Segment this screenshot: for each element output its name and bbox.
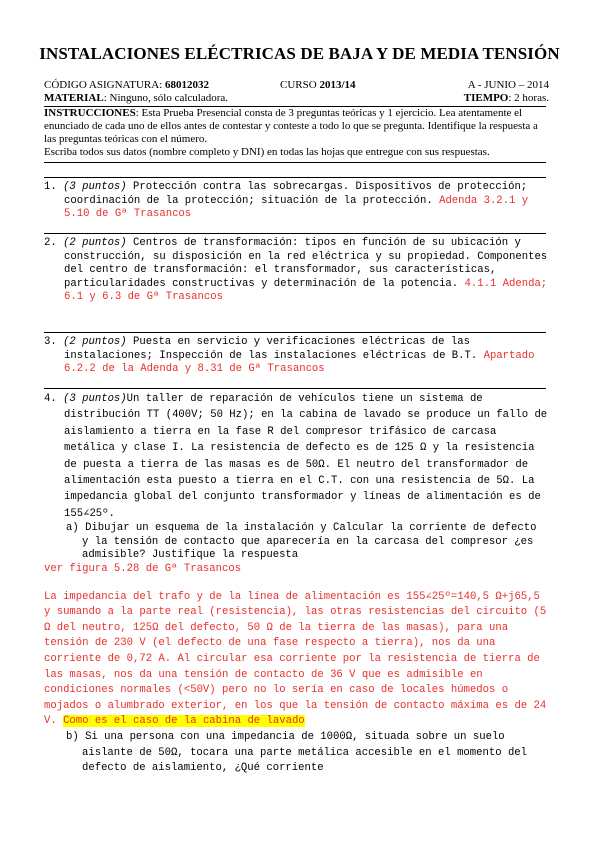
question-2 [44,237,549,305]
question-points: (2 puntos) [63,336,127,348]
header-row-2 [44,92,549,105]
question-body: Un taller de reparación de vehículos tiene un sistema de distribución TT (400V; 50 Hz); en la cabina de lavado se produce un fallo de aislamiento a tierra en la fase R del compresor trifásico de carcasa metálica y clase I. La resistencia de defecto es de 125 Ω y la resistencia de puesta a tierra de las masas es de 50Ω. El neutro del transformador de alimentación esta puesto a tierra en el C.T. con una resistencia de 5Ω. La impedancia global del conjunto transformador y líneas de alimentación es de 155∠25º. [64,393,548,520]
question-number: 2. [44,237,64,249]
question-number: 4. [44,393,64,405]
question-number: 3. [44,336,64,348]
question-4 [44,391,549,777]
question-reference: Apartado 6.2.2 de la Adenda y 8.31 de Gª Trasancos [64,349,535,376]
instructions-note: Escriba todos sus datos (nombre completo y DNI) en todas las hojas que entregue con sus respuestas. [44,146,490,158]
question-points: (3 puntos) [63,393,127,405]
instructions-label: INSTRUCCIONES [44,107,136,119]
header-row-1 [44,79,549,92]
answer-text: La impedancia del trafo y de la línea de alimentación es 155∠25º=140,5 Ω+j65,5 y sumando a la parte real (resistencia), las otras resistencias del circuito (5 Ω del neutro, 125Ω del defecto, 50 Ω de la tierra de las masas), para una tensión de 230 V (el defecto de una fase respecto a tierra), nos da una corriente de 0,72 A. Al circular esa corriente por la resistencia de tierra de las masas, nos da una tensión de contacto de 36 V que es admisible en condiciones normales (<50V) pero no lo sería en caso de locales húmedos o mojados o alumbrado exterior, en los que la tensión de contacto máxima es de 24 V. [44,590,547,728]
question-number: 1. [44,181,64,193]
instructions-text: : Esta Prueba Presencial consta de 3 preguntas teóricas y 1 ejercicio. Lea atentamente el enunciado de cada uno de ellos antes de contestar y conteste a todo lo que se pregunta. Identifique la respuesta a las preguntas teóricas con el número. [44,107,538,145]
question-body: Centros de transformación: tipos en función de su ubicación y construcción, su disposición en la red eléctrica y su propiedad. Componentes del centro de transformación: el transformador, sus características, particularidades constructivas y determinación de la potencia. [64,237,548,290]
curso-label: CURSO [280,79,317,91]
exercise-part-b: b) Si una persona con una impedancia de 1000Ω, situada sobre un suelo aislante de 50Ω, tocara una parte metálica accesible en el momento del defecto de aislamiento, ¿Qué corriente [66,730,528,775]
codigo-value: 68012032 [165,79,210,91]
divider [44,332,546,333]
question-body: Puesta en servicio y verificaciones eléctricas de las instalaciones; Inspección de las instalaciones eléctricas de B.T. [64,336,484,362]
curso-value: 2013/14 [319,79,356,91]
question-points: (2 puntos) [63,237,127,249]
instructions-main [44,107,549,146]
material-label: MATERIAL [44,92,104,104]
divider [44,177,546,178]
question-1-text [44,181,549,222]
question-1 [44,181,549,222]
divider [44,162,546,163]
divider [44,233,546,234]
tiempo [464,92,549,105]
divider [44,388,546,389]
exercise-answer [44,590,549,730]
codigo-label: CÓDIGO ASIGNATURA: [44,79,163,91]
question-points: (3 puntos) [63,181,127,193]
codigo-asignatura [44,79,209,91]
material [44,92,228,104]
question-3-text [44,336,549,377]
material-value: : Ninguno, sólo calculadora. [103,92,229,104]
answer-highlight: Como es el caso de la cabina de lavado [63,715,305,728]
question-reference: 4.1.1 Adenda; 6.1 y 6.3 de Gª Trasancos [64,277,548,304]
exercise-part-a: a) Dibujar un esquema de la instalación y Calcular la corriente de defecto y la tensión de contacto que aparecería en la carcasa del compresor ¿es admisible? Justifique la respuesta [66,522,537,562]
tiempo-value: : 2 horas. [508,92,549,104]
exercise-statement [44,391,549,522]
question-3 [44,336,549,377]
instructions [44,107,549,159]
page-title: INSTALACIONES ELÉCTRICAS DE BAJA Y DE MEDIA TENSIÓN [39,44,560,63]
tiempo-label: TIEMPO [463,92,509,104]
exercise-reference: ver figura 5.28 de Gª Trasancos [44,563,242,576]
curso [280,79,356,92]
question-body: Protección contra las sobrecargas. Dispositivos de protección; coordinación de la protección; situación de la protección. [64,181,528,207]
question-reference: Adenda 3.2.1 y 5.10 de Gª Trasancos [64,194,529,221]
question-2-text [44,237,549,305]
convocatoria: A - JUNIO – 2014 [467,79,549,91]
